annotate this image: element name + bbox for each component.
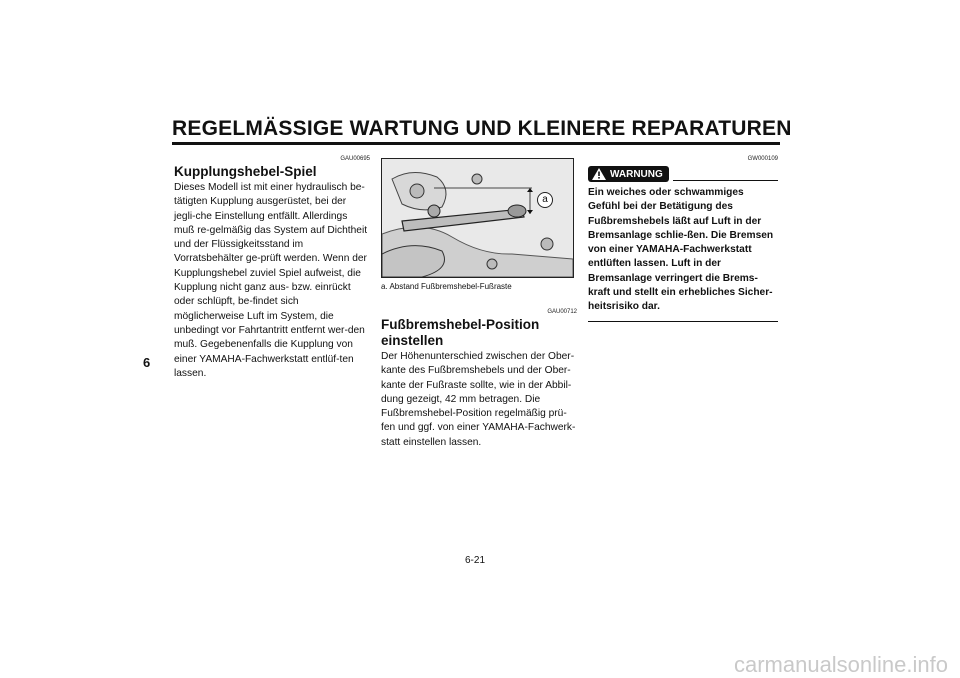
warning-header (588, 166, 778, 182)
warning-rule (673, 180, 778, 181)
watermark: carmanualsonline.info (733, 652, 948, 677)
header-rule (172, 142, 780, 145)
warning-triangle-icon (592, 168, 606, 180)
figure-callout-a: a (537, 192, 553, 208)
warning-bottom-rule (588, 321, 778, 322)
section-body-clutch: Dieses Modell ist mit einer hydraulisch be-tätigten Kupplung ausgerüstet, bei der jegli-che Einstellung entfällt. Allerdings muß re-gelmäßig das System auf Dichtheit und der Flüssigkeitsstand im Vorratsbehälter ge-prüft werden. Wenn der Kupplungshebel zuviel Spiel aufweist, die Kupplung nicht ganz aus- bzw. einrückt oder schlüpft, be-findet sich möglicherweise Luft im System, die unbedingt vor Fahrtantritt entfernt wer-den muß. Gegebenenfalls die Kupplung von einer YAMAHA-Fachwerkstatt entlüf-ten lassen. (174, 182, 368, 379)
brake-pedal-illustration (382, 159, 573, 277)
warning-label: WARNUNG (610, 168, 663, 180)
section-code: GAU00712 (547, 309, 577, 315)
column-brake-pedal (381, 158, 577, 450)
brake-pedal-figure (381, 158, 574, 278)
section-title-clutch: Kupplungshebel-Spiel (174, 164, 317, 179)
section-code: GAU00695 (340, 156, 370, 162)
warning-text: Ein weiches oder schwammiges Gefühl bei der Betätigung des Fußbremshebels läßt auf Luft in der Bremsanlage schlie-ßen. Die Bremsen von einer YAMAHA-Fachwerkstatt entlüften lassen. Luft in der Bremsanlage verringert die Brems-kraft und stellt ein erhebliches Sicher-heitsrisiko dar. (588, 187, 774, 313)
section-title-brake-pedal: Fußbremshebel-Position einstellen (381, 317, 540, 348)
page-title: REGELMÄSSIGE WARTUNG UND KLEINERE REPARATUREN (172, 117, 792, 140)
warning-badge (588, 166, 669, 182)
page-number: 6-21 (465, 555, 486, 566)
column-clutch (174, 156, 370, 381)
section-body-brake-pedal: Der Höhenunterschied zwischen der Ober-kante des Fußbremshebels und der Ober-kante der Fußraste sollte, wie in der Abbil-dung gezeigt, 42 mm betragen. Die Fußbremshebel-Position regelmäßig prü-fen und ggf. von einer YAMAHA-Fachwerk-statt einstellen lassen. (381, 351, 576, 448)
column-warning (588, 156, 778, 322)
chapter-tab: 6 (143, 355, 151, 370)
warning-code: GW000109 (747, 156, 778, 162)
figure-caption: a. Abstand Fußbremshebel-Fußraste (381, 282, 512, 291)
